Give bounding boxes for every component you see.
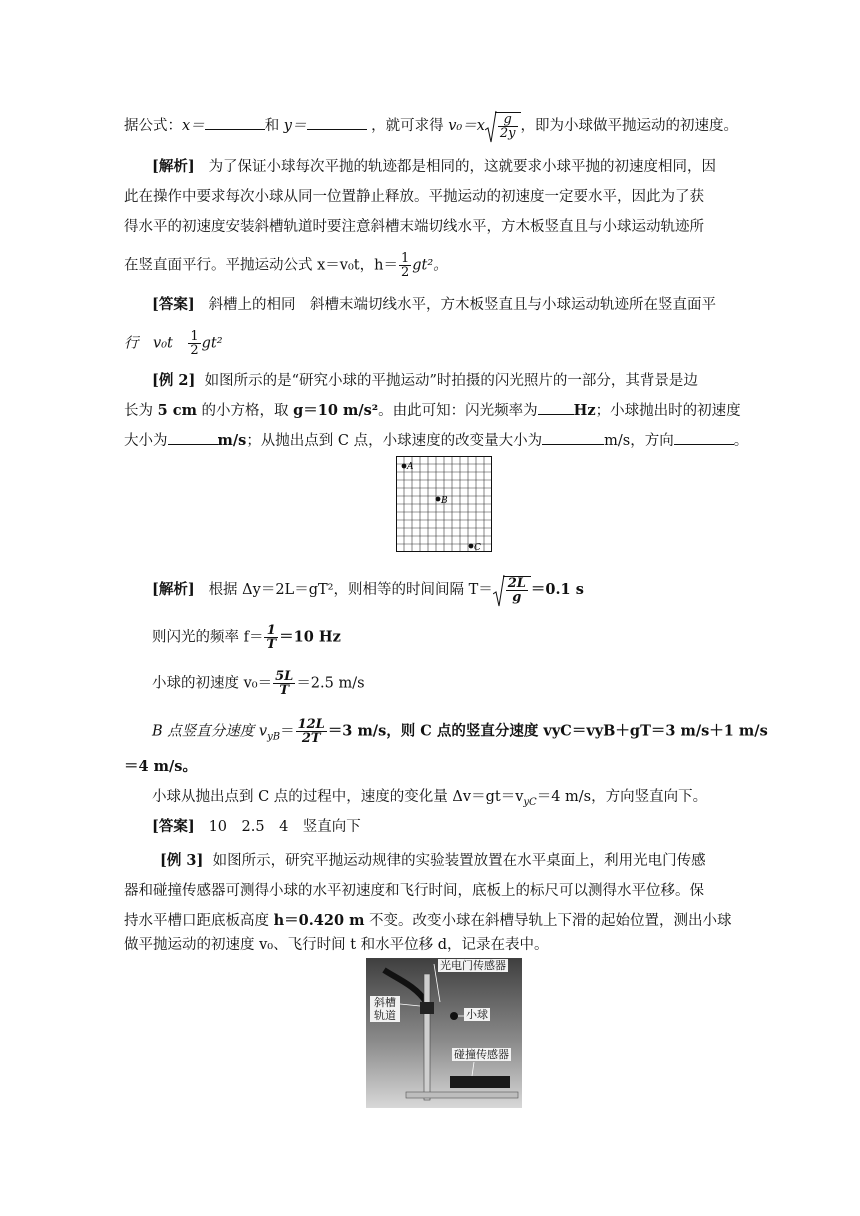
ex2-analysis-line5 xyxy=(124,756,197,778)
base-board xyxy=(406,1092,518,1098)
side-length: 5 cm xyxy=(157,402,197,419)
answer-tag: [答案] xyxy=(152,296,195,313)
analysis-text: gt²。 xyxy=(412,257,448,274)
ex1-analysis-line3 xyxy=(124,216,704,238)
example-text: m/s，方向 xyxy=(604,433,674,449)
example-text: 做平抛运动的初速度 v₀、飞行时间 t 和水平位移 d，记录在表中。 xyxy=(124,937,549,953)
y-formula: y＝ xyxy=(283,118,307,134)
example-text: 如图所示，研究平抛运动规律的实验装置放置在水平桌面上，利用光电门传感 xyxy=(212,853,706,869)
direction-blank xyxy=(674,430,734,445)
upright-post xyxy=(424,974,430,1100)
delta-v-blank xyxy=(542,430,604,445)
subscript: yC xyxy=(523,796,537,808)
analysis-tag: [解析] xyxy=(152,581,195,598)
example-text: 不变。改变小球在斜槽导轨上下滑的起始位置，测出小球 xyxy=(364,913,732,929)
analysis-text: 则闪光的频率 f＝ xyxy=(152,629,264,646)
gravity-value: g＝10 m/s² xyxy=(293,402,379,419)
example-text: 器和碰撞传感器可测得小球的水平初速度和飞行时间，底板上的标尺可以测得水平位移。保 xyxy=(124,883,704,899)
sqrt-numerator: g xyxy=(498,113,518,127)
analysis-text: ＝4 m/s，方向竖直向下。 xyxy=(536,789,708,805)
frac-denominator: 2T xyxy=(301,731,321,746)
analysis-text: 此在操作中要求每次小球从同一位置静止释放。平抛运动的初速度一定要水平，因此为了获 xyxy=(124,189,704,205)
analysis-text: ＝3 m/s，则 C 点的竖直分速度 vyC＝vyB＋gT＝3 m/s＋1 m/s xyxy=(327,722,768,740)
frac-denominator: 2 xyxy=(400,265,410,280)
answer-text: gt² xyxy=(201,335,223,352)
point-a-label: A xyxy=(407,462,414,472)
unit-hz: Hz xyxy=(573,402,596,419)
analysis-text: 为了保证小球每次平抛的轨迹都是相同的，这就要求小球平抛的初速度相同，因 xyxy=(208,159,717,175)
sqrt-denominator: 2y xyxy=(499,126,516,141)
frac-denominator: 2 xyxy=(190,343,199,358)
example-tag: [例 3] xyxy=(160,852,204,869)
photogate-sensor xyxy=(420,1002,434,1014)
answer-text: 斜槽上的相同 斜槽末端切线水平，方木板竖直且与小球运动轨迹所在竖直面平 xyxy=(208,297,717,313)
analysis-text: 得水平的初速度安装斜槽轨道时要注意斜槽末端切线水平，方木板竖直且与小球运动轨迹所 xyxy=(124,219,704,235)
ball-label: 小球 xyxy=(466,1008,488,1021)
ball-icon xyxy=(450,1012,458,1020)
apparatus-drawing xyxy=(366,958,522,1108)
analysis-text: 小球的初速度 v₀＝ xyxy=(152,675,273,692)
ex2-analysis-line2 xyxy=(152,624,341,651)
radical-sign xyxy=(493,574,505,608)
frac-numerator: 5L xyxy=(275,669,294,684)
ex2-analysis-line3 xyxy=(152,670,365,697)
ex3-line4 xyxy=(124,934,549,956)
radical-sign xyxy=(485,110,497,144)
point-b-dot xyxy=(436,497,441,502)
example-tag: [例 2] xyxy=(152,372,196,389)
formula-suffix: ，即为小球做平抛运动的初速度。 xyxy=(520,118,739,134)
sqrt-expression xyxy=(493,576,531,604)
ex2-analysis-line6 xyxy=(152,786,707,814)
analysis-text: ＝ xyxy=(280,723,295,740)
example-text: 。由此可知：闪光频率为 xyxy=(378,403,538,419)
analysis-text: 根据 Δy＝2L＝gT²，则相等的时间间隔 T＝ xyxy=(208,582,493,598)
ex1-answer-line2 xyxy=(124,330,223,357)
frac-denominator: T xyxy=(266,637,277,652)
point-c-dot xyxy=(469,544,474,549)
and-text: 和 xyxy=(264,118,284,134)
analysis-text: ＝0.1 s xyxy=(530,581,584,598)
answer-text: 行 v₀t xyxy=(124,335,188,352)
ex2-analysis-line1 xyxy=(152,576,584,604)
ex1-analysis-line2 xyxy=(124,186,704,208)
point-c-label: C xyxy=(474,543,481,552)
ex1-analysis-line4 xyxy=(124,252,448,279)
v0-formula: v₀＝x xyxy=(448,118,485,134)
example-text: 长为 xyxy=(124,403,158,419)
frac-numerator: 1 xyxy=(190,329,199,344)
velocity-blank xyxy=(168,430,218,445)
analysis-text: ＝10 Hz xyxy=(279,628,341,646)
example-text: 。 xyxy=(733,433,749,449)
example-text: 的小方格，取 xyxy=(196,403,294,419)
example-text: ；小球抛出时的初速度 xyxy=(595,403,741,419)
frac-denominator: g xyxy=(512,590,522,605)
formula-prefix: 据公式： xyxy=(124,118,182,134)
ex3-line2 xyxy=(124,880,704,902)
x-formula: x＝ xyxy=(182,118,205,134)
x-blank xyxy=(205,115,265,130)
ex1-answer-line1 xyxy=(152,294,716,316)
ex1-analysis-line1 xyxy=(152,156,716,178)
answer-text: 10 2.5 4 竖直向下 xyxy=(208,819,361,835)
example-text: 持水平槽口距底板高度 xyxy=(124,913,274,929)
sqrt-expression xyxy=(485,112,521,140)
point-b-label: B xyxy=(441,496,448,506)
analysis-text: 在竖直面平行。平抛运动公式 x＝v₀t，h＝ xyxy=(124,257,398,274)
answer-tag: [答案] xyxy=(152,818,195,835)
frac-denominator: T xyxy=(279,683,290,698)
analysis-text: ＝4 m/s。 xyxy=(124,758,197,775)
ex2-analysis-line4 xyxy=(152,718,768,748)
ex2-line3 xyxy=(124,430,748,452)
frac-numerator: 1 xyxy=(400,251,410,266)
formula-line xyxy=(124,112,738,140)
ex2-answer-line xyxy=(152,816,361,838)
height-value: h＝0.420 m xyxy=(273,912,365,929)
analysis-text: 小球从抛出点到 C 点的过程中，速度的变化量 Δv＝gt＝v xyxy=(152,789,524,805)
ex2-line1 xyxy=(152,370,698,392)
frequency-blank xyxy=(538,400,574,415)
ex3-line1 xyxy=(160,850,706,872)
frac-numerator: 12L xyxy=(297,717,325,732)
ex3-line3 xyxy=(124,910,732,932)
collision-sensor xyxy=(450,1076,510,1088)
unit-ms: m/s xyxy=(217,432,247,449)
apparatus-photo xyxy=(366,958,522,1108)
flash-photo-grid xyxy=(396,456,492,552)
collision-sensor-label: 碰撞传感器 xyxy=(454,1048,509,1061)
formula-middle: ，就可求得 xyxy=(371,118,449,134)
track-label: 斜槽 轨道 xyxy=(370,996,400,1022)
point-a-dot xyxy=(402,464,407,469)
frac-numerator: 1 xyxy=(264,624,278,638)
analysis-text: B 点竖直分速度 v xyxy=(152,723,268,740)
example-text: ；从抛出点到 C 点，小球速度的改变量大小为 xyxy=(246,433,543,449)
photogate-label: 光电门传感器 xyxy=(440,959,506,972)
ex2-line2 xyxy=(124,400,741,422)
frac-numerator: 2L xyxy=(507,576,526,591)
analysis-tag: [解析] xyxy=(152,158,195,175)
example-text: 如图所示的是“研究小球的平抛运动”时拍摄的闪光照片的一部分，其背景是边 xyxy=(204,373,698,389)
subscript: yB xyxy=(267,731,281,743)
y-blank xyxy=(307,115,367,130)
analysis-text: ＝2.5 m/s xyxy=(296,675,365,692)
example-text: 大小为 xyxy=(124,433,168,449)
